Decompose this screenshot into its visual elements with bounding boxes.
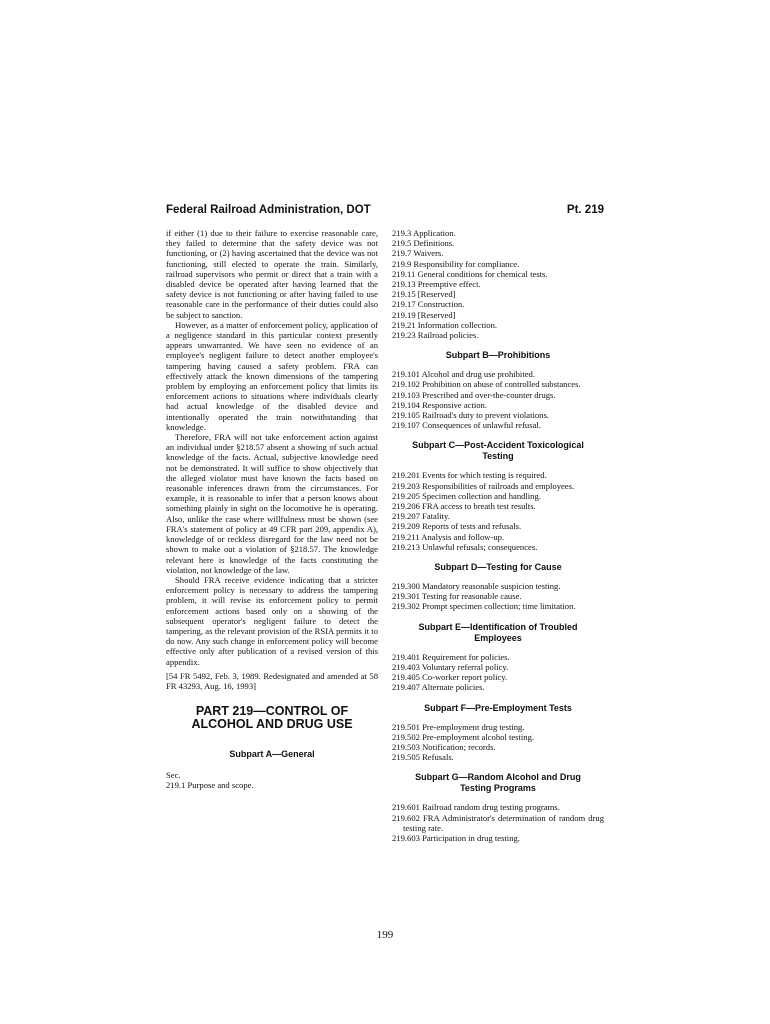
toc-entry: 219.206 FRA access to breath test results. (392, 501, 536, 512)
toc-entry: 219.211 Analysis and follow-up. (392, 531, 505, 542)
subpart-heading: Subpart D—Testing for Cause (434, 562, 562, 573)
toc-entry: 219.104 Responsive action. (392, 399, 487, 410)
body-paragraph: Should FRA receive evidence indicating that a stricter enforcement policy is necessary to address the tampering problem, it will revise its enforcement policy to permit enforcement actions based only on a showing of the subsequent operator's negligent failure to detect the tampering, as the relevant provision of the RSIA permits it to do now. Any such change in enforcement policy will become effective only after publication of a revised version of this appendix. (166, 574, 378, 667)
toc-entry: 219.213 Unlawful refusals; consequences. (392, 541, 538, 552)
toc-entry: 219.105 Railroad's duty to prevent violations. (392, 410, 549, 421)
body-paragraph: if either (1) due to their failure to exercise reasonable care, they failed to determine that the safety device was not functioning, or (2) having ascertained that the device was not functioning, still elected to operate the train. Similarly, railroad supervisors who permit or direct that a train with a disabled device be operated after having learned that the safety device is not functioning or after having failed to use reasonable care in the performance of their duties could also be subject to sanction. (166, 228, 378, 320)
subpart-heading: Subpart E—Identification of Troubled Employees (418, 621, 578, 643)
toc-entry: 219.1 Purpose and scope. (166, 780, 254, 791)
subpart-heading: Subpart C—Post-Accident Toxicological Testing (412, 440, 584, 462)
toc-entry: 219.9 Responsibility for compliance. (392, 258, 520, 269)
toc-entry: 219.203 Responsibilities of railroads and employees. (392, 480, 575, 491)
toc-entry: 219.15 [Reserved] (392, 289, 456, 300)
header-agency-title: Federal Railroad Administration, DOT (166, 204, 371, 216)
subpart-heading: Subpart G—Random Alcohol and Drug Testing Programs (415, 772, 581, 794)
toc-entry: 219.403 Voluntary referral policy. (392, 661, 509, 672)
toc-entry: 219.209 Reports of tests and refusals. (392, 521, 522, 532)
subpart-heading: Subpart A—General (229, 749, 315, 760)
toc-entry: 219.207 Fatality. (392, 511, 450, 522)
toc-entry: 219.601 Railroad random drug testing programs. (392, 802, 560, 813)
toc-entry: 219.602 FRA Administrator's determination of random drug testing rate. (392, 812, 604, 833)
toc-entry: 219.405 Co-worker report policy. (392, 672, 508, 683)
toc-entry: 219.11 General conditions for chemical tests. (392, 268, 548, 279)
toc-entry: 219.107 Consequences of unlawful refusal. (392, 420, 541, 431)
toc-entry: 219.23 Railroad policies. (392, 330, 479, 341)
subpart-a-continued-list (392, 228, 604, 340)
toc-entry: 219.503 Notification; records. (392, 741, 496, 752)
toc-entry: 219.13 Preemptive effect. (392, 279, 481, 290)
body-paragraph: Therefore, FRA will not take enforcement action against an individual under §218.57 absent a showing of such actual knowledge of the facts. Actual, subjective knowledge need not be demonstrated. It will suffice to show objectively that the alleged violator must have known the facts based on reasonable inferences drawn from the circumstances. For example, it is reasonable to infer that a person knows about something plainly in sight on the locomotive he is operating. Also, unlike the case where willfulness must be shown (see FRA's statement of policy at 49 CFR part 209, appendix A), knowledge of or reckless disregard for the law need not be shown to make out a violation of §218.57. The knowledge relevant here is knowledge of the facts constituting the violation, not knowledge of the law. (166, 432, 378, 575)
subpart-heading: Subpart F—Pre-Employment Tests (424, 702, 572, 713)
toc-entry: 219.17 Construction. (392, 299, 465, 310)
toc-entry: 219.501 Pre-employment drug testing. (392, 721, 525, 732)
left-column (166, 228, 378, 791)
toc-entry: 219.21 Information collection. (392, 319, 498, 330)
subpart-heading: Subpart B—Prohibitions (445, 350, 551, 361)
toc-entry: 219.103 Prescribed and over-the-counter drugs. (392, 389, 556, 400)
toc-entry: 219.301 Testing for reasonable cause. (392, 591, 522, 602)
toc-entry: 219.5 Definitions. (392, 238, 455, 249)
page-number: 199 (376, 929, 394, 941)
toc-entry: 219.502 Pre-employment alcohol testing. (392, 731, 535, 742)
toc-entry: 219.407 Alternate policies. (392, 682, 485, 693)
toc-entry: 219.101 Alcohol and drug use prohibited. (392, 369, 535, 380)
body-paragraph: However, as a matter of enforcement policy, application of a negligence standard in this particular context presently appears unwarranted. We have seen no evidence of an employee's negligent failure to detect another employee's tampering having caused a safety problem. FRA can effectively attack the known dimensions of the tampering problem by employing an enforcement policy that limits its enforcement actions to situations where individuals clearly had actual knowledge of the disabled device and intentionally operated the train notwithstanding that knowledge. (166, 319, 378, 432)
header-part-number: Pt. 219 (566, 204, 604, 216)
toc-entry: 219.302 Prompt specimen collection; time limitation. (392, 601, 576, 612)
toc-entry: 219.300 Mandatory reasonable suspicion testing. (392, 581, 561, 592)
toc-entry: 219.401 Requirement for policies. (392, 651, 510, 662)
running-header (166, 204, 604, 222)
toc-entry: 219.201 Events for which testing is required. (392, 470, 547, 481)
toc-entry: 219.7 Waivers. (392, 248, 444, 259)
toc-entry: 219.603 Participation in drug testing. (392, 832, 520, 843)
toc-entry: 219.19 [Reserved] (392, 309, 456, 320)
toc-entry: 219.3 Application. (392, 228, 456, 238)
section-label: Sec. (166, 770, 181, 781)
part-title: PART 219—CONTROL OF ALCOHOL AND DRUG USE (191, 704, 353, 732)
toc-entry: 219.102 Prohibition on abuse of controlled substances. (392, 379, 581, 390)
right-column (392, 228, 604, 843)
source-citation: [54 FR 5492, Feb. 3, 1989. Redesignated and amended at 58 FR 43293, Aug. 16, 1993] (166, 670, 378, 691)
toc-entry: 219.505 Refusals. (392, 752, 454, 763)
toc-entry: 219.205 Specimen collection and handling. (392, 490, 541, 501)
